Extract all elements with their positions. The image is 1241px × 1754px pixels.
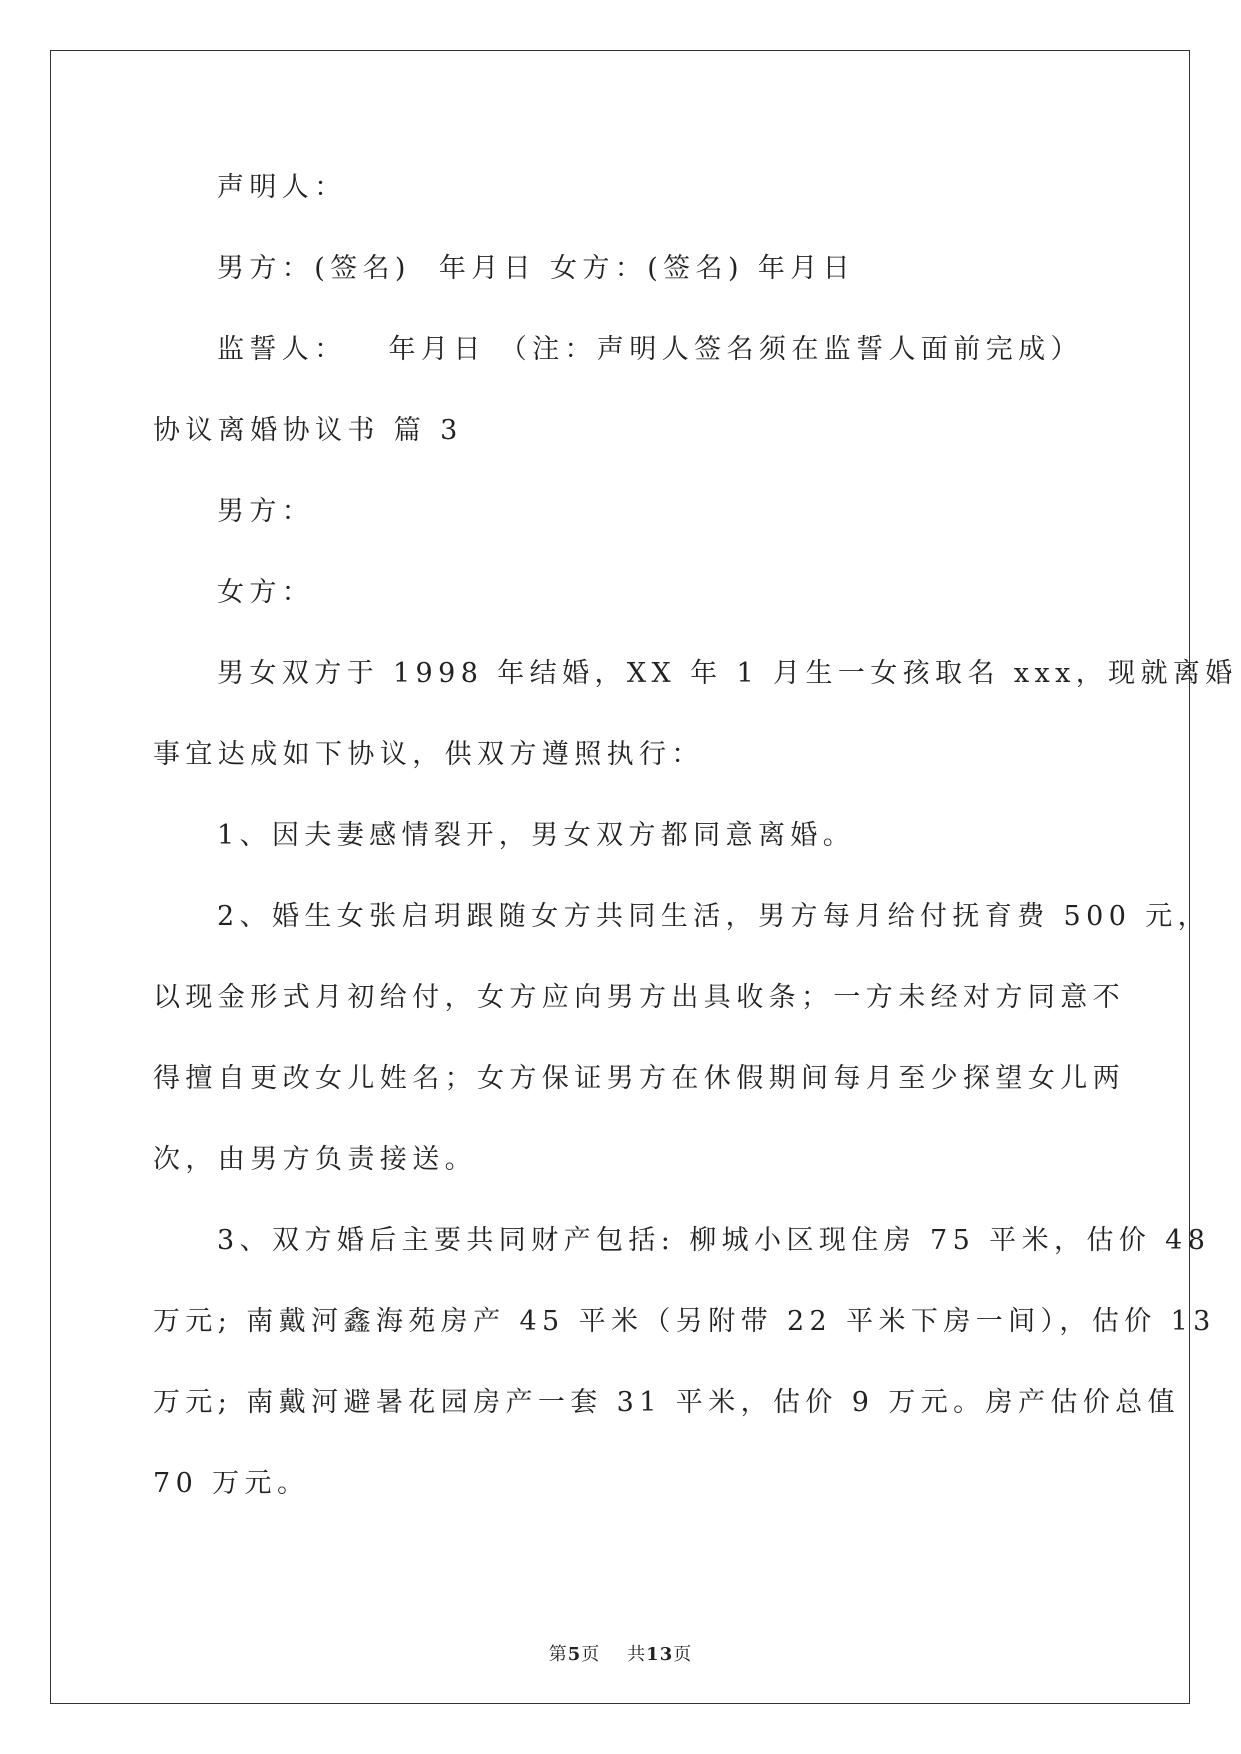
text-line: 事宜达成如下协议，供双方遵照执行： (153, 739, 704, 770)
text-line: 声明人： (217, 172, 347, 203)
text-line: 次，由男方负责接送。 (153, 1144, 477, 1175)
page-number: 5 (567, 1644, 582, 1665)
text-line: 男方：(签名) 年月日 女方：(签名) 年月日 (217, 253, 856, 284)
section-heading: 协议离婚协议书 篇 3 (153, 415, 463, 446)
text-line: 男方： (217, 496, 315, 527)
total-prefix: 共 (627, 1644, 647, 1665)
text-line: 万元; 南戴河避暑花园房产一套 31 平米，估价 9 万元。房产估价总值 (153, 1387, 1180, 1418)
text-line: 2、婚生女张启玥跟随女方共同生活，男方每月给付抚育费 500 元， (217, 901, 1211, 932)
text-line: 得擅自更改女儿姓名；女方保证男方在休假期间每月至少探望女儿两 (153, 1063, 1125, 1094)
text-line: 监誓人： 年月日 （注：声明人签名须在监誓人面前完成） (217, 334, 1083, 365)
total-suffix: 页 (673, 1644, 693, 1665)
text-line: 男女双方于 1998 年结婚，XX 年 1 月生一女孩取名 xxx，现就离婚 (217, 658, 1238, 689)
page-suffix: 页 (581, 1644, 601, 1665)
text-line: 以现金形式月初给付，女方应向男方出具收条；一方未经对方同意不 (153, 982, 1125, 1013)
text-line: 3、双方婚后主要共同财产包括: 柳城小区现住房 75 平米，估价 48 (217, 1225, 1211, 1256)
text-line: 万元; 南戴河鑫海苑房产 45 平米（另附带 22 平米下房一间），估价 13 (153, 1306, 1216, 1337)
text-line: 70 万元。 (153, 1468, 310, 1499)
text-line: 1、因夫妻感情裂开，男女双方都同意离婚。 (217, 820, 856, 851)
document-body (153, 168, 1238, 1545)
page-prefix: 第 (548, 1644, 568, 1665)
text-line: 女方： (217, 577, 315, 608)
total-pages: 13 (646, 1644, 674, 1665)
page-footer (0, 1640, 1241, 1666)
